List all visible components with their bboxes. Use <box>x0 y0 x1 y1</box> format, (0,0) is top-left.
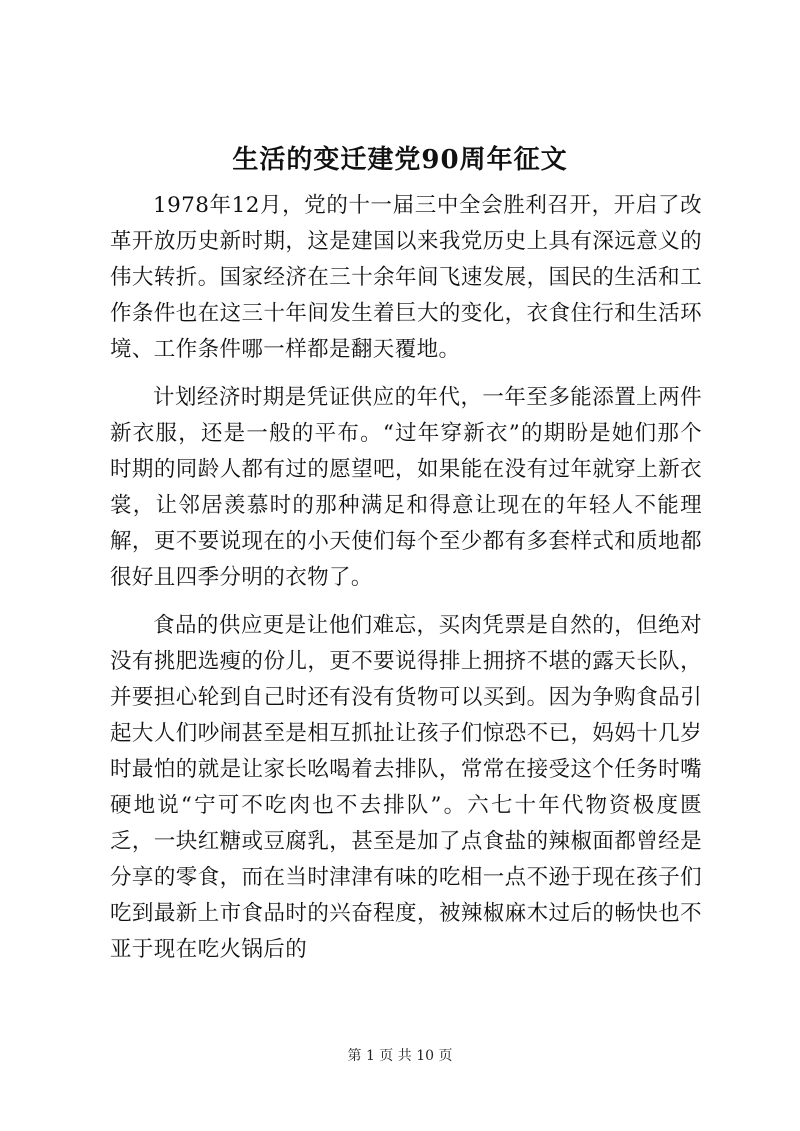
paragraph-3: 食品的供应更是让他们难忘，买肉凭票是自然的，但绝对没有挑肥选瘦的份儿，更不要说得排上拥挤不堪的露天长队，并要担心轮到自己时还有没有货物可以买到。因为争购食品引起大人们吵闹甚至是相互抓扯让孩子们惊恐不已，妈妈十几岁时最怕的就是让家长吆喝着去排队，常常在接受这个任务时嘴硬地说“宁可不吃肉也不去排队”。六七十年代物资极度匮乏，一块红糖或豆腐乳，甚至是加了点食盐的辣椒面都曾经是分享的零食，而在当时津津有味的吃相一点不逊于现在孩子们吃到最新上市食品时的兴奋程度，被辣椒麻木过后的畅快也不亚于现在吃火锅后的 <box>110 613 702 962</box>
page-number-footer: 第 1 页 共 10 页 <box>347 1048 453 1064</box>
document-title: 生活的变迁建党90周年征文 <box>232 145 568 175</box>
paragraph-1: 1978年12月，党的十一届三中全会胜利召开，开启了改革开放历史新时期，这是建国以来我党历史上具有深远意义的伟大转折。国家经济在三十余年间飞速发展，国民的生活和工作条件也在这三十年间发生着巨大的变化，衣食住行和生活环境、工作条件哪一样都是翻天覆地。 <box>110 193 702 362</box>
document-body <box>110 188 702 980</box>
paragraph-2: 计划经济时期是凭证供应的年代，一年至多能添置上两件新衣服，还是一般的平布。“过年穿新衣”的期盼是她们那个时期的同龄人都有过的愿望吧，如果能在没有过年就穿上新衣裳，让邻居羡慕时的那种满足和得意让现在的年轻人不能理解，更不要说现在的小天使们每个至少都有多套样式和质地都很好且四季分明的衣物了。 <box>110 385 702 590</box>
